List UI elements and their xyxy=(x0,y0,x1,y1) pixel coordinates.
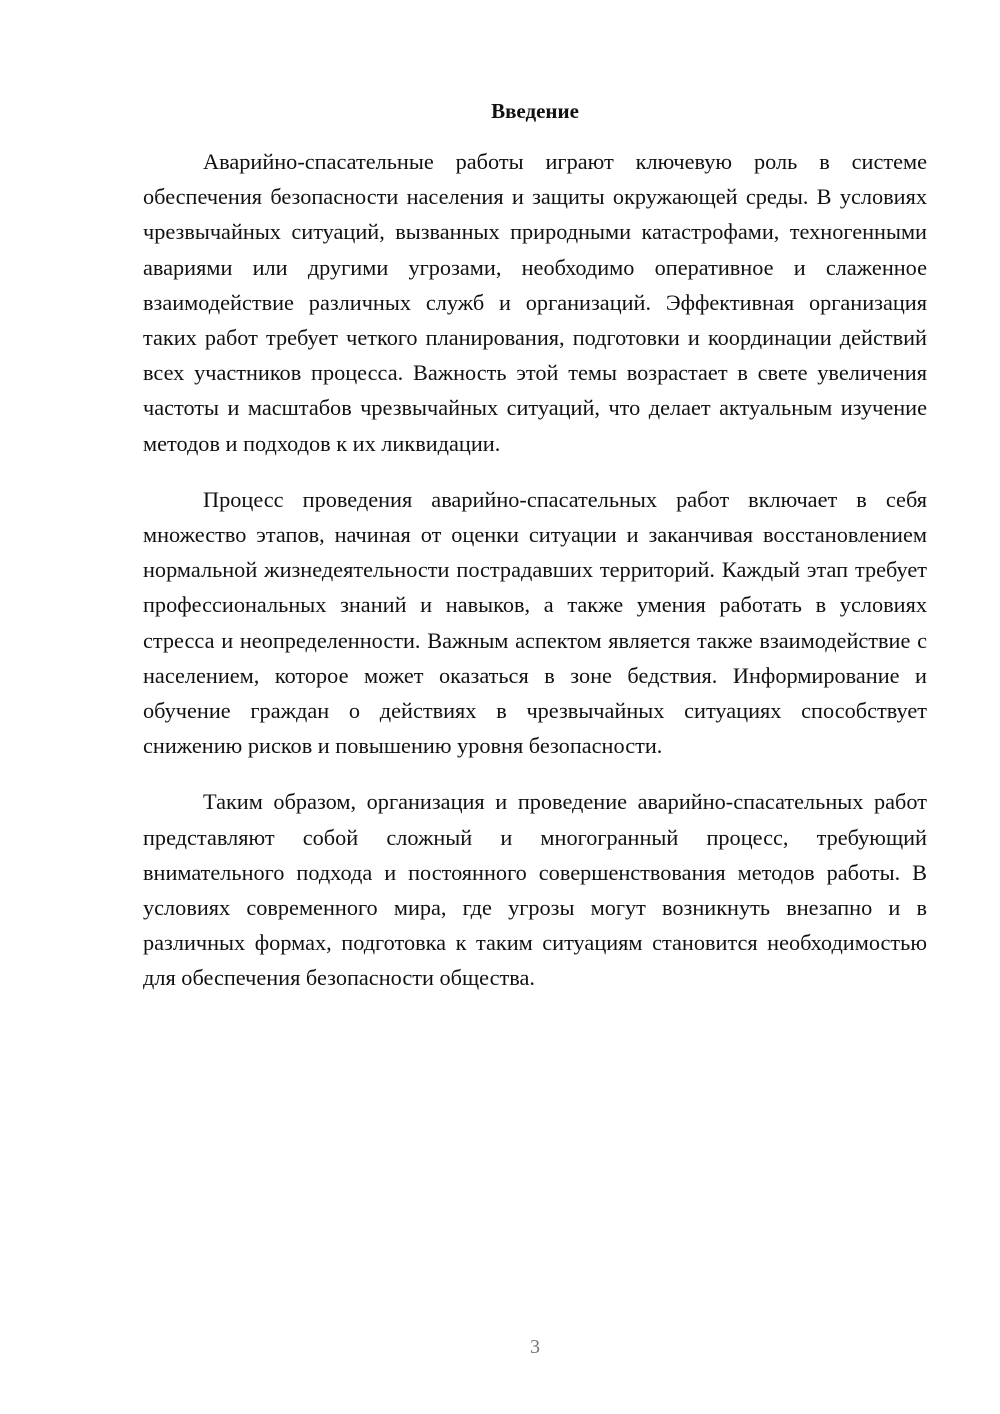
document-body xyxy=(143,144,927,1017)
paragraph-2: Процесс проведения аварийно-спасательных работ включает в себя множество этапов, начиная от оценки ситуации и заканчивая восстановлением нормальной жизнедеятельности пострадавших территорий. Каждый этап требует профессиональных знаний и навыков, а также умения работать в условиях стресса и неопределенности. Важным аспектом является также взаимодействие с населением, которое может оказаться в зоне бедствия. Информирование и обучение граждан о действиях в чрезвычайных ситуациях способствует снижению рисков и повышению уровня безопасности. xyxy=(143,486,927,759)
paragraph-1: Аварийно-спасательные работы играют ключевую роль в системе обеспечения безопасности населения и защиты окружающей среды. В условиях чрезвычайных ситуаций, вызванных природными катастрофами, техногенными авариями или другими угрозами, необходимо оперативное и слаженное взаимодействие различных служб и организаций. Эффективная организация таких работ требует четкого планирования, подготовки и координации действий всех участников процесса. Важность этой темы возрастает в свете увеличения частоты и масштабов чрезвычайных ситуаций, что делает актуальным изучение методов и подходов к их ликвидации. xyxy=(143,149,927,456)
page-number: 3 xyxy=(530,1336,540,1358)
page-title: Введение xyxy=(491,99,579,123)
paragraph-3: Таким образом, организация и проведение аварийно-спасательных работ представляют собой сложный и многогранный процесс, требующий внимательного подхода и постоянного совершенствования методов работы. В условиях современного мира, где угрозы могут возникнуть внезапно и в различных формах, подготовка к таким ситуациям становится необходимостью для обеспечения безопасности общества. xyxy=(143,789,927,991)
